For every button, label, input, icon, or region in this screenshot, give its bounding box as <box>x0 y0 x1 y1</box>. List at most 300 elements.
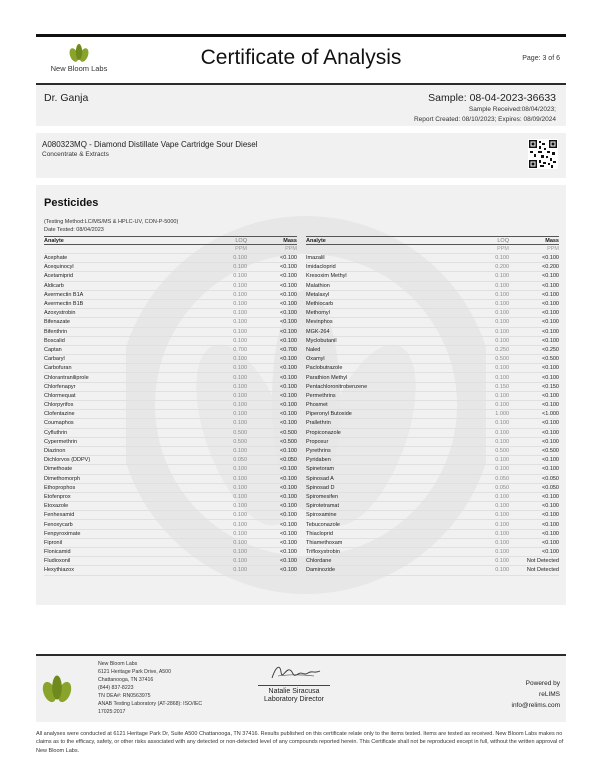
analyte-cell: Dimethomorph <box>44 475 81 482</box>
loq-cell: 0.100 <box>495 530 509 537</box>
table-row <box>44 548 297 557</box>
table-row <box>306 557 559 566</box>
loq-cell: 1.000 <box>495 411 509 418</box>
table-row <box>306 419 559 428</box>
loq-cell: 0.100 <box>233 392 247 399</box>
loq-cell: 0.100 <box>233 383 247 390</box>
signer-name: Natalie Siracusa <box>258 685 330 695</box>
table-row <box>306 530 559 539</box>
powered-by-label: Powered by <box>525 680 560 687</box>
table-row <box>44 364 297 373</box>
table-row <box>44 373 297 382</box>
table-row <box>306 337 559 346</box>
analyte-cell: Clofentazine <box>44 411 75 418</box>
analyte-cell: Cyfluthrin <box>44 429 68 436</box>
loq-cell: 0.100 <box>495 521 509 528</box>
mass-cell: <0.100 <box>280 539 297 546</box>
analyte-cell: Thiacloprid <box>306 530 333 537</box>
lab-info-line: 17025:2017 <box>98 709 126 715</box>
table-row <box>306 548 559 557</box>
analyte-cell: Daminozide <box>306 567 336 574</box>
table-row <box>44 401 297 410</box>
lab-info-line: (844) 837-8223 <box>98 685 134 691</box>
loq-cell: 0.100 <box>233 337 247 344</box>
leaf-logo-icon <box>40 674 74 704</box>
product-section <box>36 133 566 178</box>
table-header <box>44 236 297 245</box>
table-row <box>44 282 297 291</box>
analyte-cell: Carbaryl <box>44 356 65 363</box>
pesticides-table-left <box>44 236 297 576</box>
table-row <box>44 447 297 456</box>
product-category: Concentrate & Extracts <box>42 151 109 158</box>
loq-cell: 0.100 <box>495 558 509 565</box>
mass-cell: <0.100 <box>542 493 559 500</box>
table-row <box>44 511 297 520</box>
mass-cell: <0.100 <box>280 255 297 262</box>
table-row <box>306 502 559 511</box>
loq-cell: 0.100 <box>233 255 247 262</box>
table-row <box>306 263 559 272</box>
analyte-cell: Chlorpyrifos <box>44 402 74 409</box>
mass-cell: <0.100 <box>280 365 297 372</box>
loq-cell: 0.100 <box>233 310 247 317</box>
table-row <box>306 309 559 318</box>
analyte-cell: Paclobutrazole <box>306 365 343 372</box>
section-title: Pesticides <box>44 197 99 209</box>
loq-cell: 0.100 <box>495 438 509 445</box>
loq-cell: 0.100 <box>495 282 509 289</box>
lab-info-line: TN DEA#: RN0563975 <box>98 693 151 699</box>
analyte-cell: Fipronil <box>44 539 63 546</box>
analyte-cell: Permethrins <box>306 392 336 399</box>
testing-method: (Testing Method:LC/MS/MS & HPLC-UV, CON-P-5000) <box>44 219 179 225</box>
units-row <box>44 245 297 254</box>
mass-header: Mass <box>545 237 559 244</box>
analyte-cell: Oxamyl <box>306 356 325 363</box>
loq-cell: 0.100 <box>233 301 247 308</box>
analyte-cell: Pyridaben <box>306 457 331 464</box>
loq-cell: 0.150 <box>495 383 509 390</box>
analyte-cell: Spinosad A <box>306 475 334 482</box>
mass-cell: <0.100 <box>280 475 297 482</box>
analyte-cell: Methiocarb <box>306 301 334 308</box>
mass-cell: <0.500 <box>542 356 559 363</box>
table-row <box>44 346 297 355</box>
analyte-cell: Bifenthrin <box>44 328 68 335</box>
loq-cell: 0.250 <box>495 346 509 353</box>
loq-cell: 0.100 <box>495 567 509 574</box>
table-row <box>44 291 297 300</box>
loq-cell: 0.100 <box>495 493 509 500</box>
lab-info-line: Chattanooga, TN 37416 <box>98 677 154 683</box>
loq-cell: 0.100 <box>233 558 247 565</box>
mass-cell: <0.100 <box>280 420 297 427</box>
mass-cell: <0.100 <box>280 328 297 335</box>
mass-cell: <0.100 <box>280 319 297 326</box>
table-row <box>306 272 559 281</box>
analyte-cell: Spiroxamine <box>306 512 337 519</box>
loq-cell: 0.100 <box>233 448 247 455</box>
mass-cell: <0.100 <box>280 383 297 390</box>
table-row <box>306 447 559 456</box>
mass-cell: <0.050 <box>542 484 559 491</box>
analyte-cell: Naled <box>306 346 321 353</box>
table-row <box>44 530 297 539</box>
mass-cell: <0.100 <box>280 448 297 455</box>
analyte-cell: Dimethoate <box>44 466 73 473</box>
analyte-cell: Azoxystrobin <box>44 310 76 317</box>
page-number: Page: 3 of 6 <box>522 55 560 62</box>
mass-cell: <0.100 <box>542 521 559 528</box>
lab-info-line: New Bloom Labs <box>98 661 138 667</box>
analyte-cell: Fenoxycarb <box>44 521 73 528</box>
mass-cell: <0.250 <box>542 346 559 353</box>
loq-cell: 0.500 <box>495 448 509 455</box>
loq-cell: 0.100 <box>233 503 247 510</box>
loq-cell: 0.100 <box>495 539 509 546</box>
table-row <box>306 511 559 520</box>
loq-cell: 0.100 <box>495 429 509 436</box>
mass-cell: <0.050 <box>542 475 559 482</box>
table-row <box>44 438 297 447</box>
mass-cell: Not Detected <box>526 567 559 574</box>
analyte-cell: Methomyl <box>306 310 330 317</box>
mass-header: Mass <box>283 237 297 244</box>
date-tested: Date Tested: 08/04/2023 <box>44 227 104 233</box>
analyte-cell: MGK-264 <box>306 328 330 335</box>
loq-cell: 0.100 <box>495 420 509 427</box>
loq-cell: 0.100 <box>495 374 509 381</box>
loq-unit: PPM <box>497 246 509 252</box>
loq-cell: 0.100 <box>233 466 247 473</box>
mass-cell: <0.100 <box>542 310 559 317</box>
disclaimer: All analyses were conducted at 6121 Heritage Park Dr, Suite A500 Chattanooga, TN 37416. Results published on this certificate relate only to the items tested. Items are tested as received. New Bloom Labs makes no claims as to the efficacy, safety, or other risks associated with any detected or non-detected level of any compounds reported herein. This Certificate shall not be reproduced except in full, without the written approval of New Bloom Labs. <box>36 731 564 754</box>
loq-cell: 0.050 <box>233 457 247 464</box>
footer <box>36 656 566 722</box>
table-row <box>306 520 559 529</box>
mass-cell: <0.100 <box>280 273 297 280</box>
mass-cell: <0.100 <box>280 411 297 418</box>
mass-cell: <0.100 <box>280 402 297 409</box>
table-row <box>44 263 297 272</box>
table-row <box>306 401 559 410</box>
mass-cell: <0.100 <box>280 484 297 491</box>
analyte-cell: Fludioxonil <box>44 558 71 565</box>
loq-cell: 0.100 <box>495 328 509 335</box>
analyte-cell: Spinosad D <box>306 484 335 491</box>
table-row <box>306 484 559 493</box>
table-row <box>44 419 297 428</box>
table-row <box>306 539 559 548</box>
mass-cell: <0.100 <box>280 466 297 473</box>
mass-cell: <0.100 <box>542 402 559 409</box>
loq-cell: 0.100 <box>495 392 509 399</box>
mass-cell: <0.200 <box>542 264 559 271</box>
pesticides-panel <box>36 185 566 605</box>
analyte-cell: Spirotetramat <box>306 503 340 510</box>
analyte-cell: Parathion Methyl <box>306 374 348 381</box>
table-row <box>306 355 559 364</box>
table-row <box>44 475 297 484</box>
analyte-cell: Carbofuran <box>44 365 72 372</box>
product-name: A080323MQ - Diamond Distillate Vape Cartridge Sour Diesel <box>42 140 258 149</box>
rows-left <box>44 254 297 576</box>
loq-cell: 0.100 <box>233 512 247 519</box>
loq-cell: 0.100 <box>233 539 247 546</box>
table-row <box>306 456 559 465</box>
analyte-cell: Myclobutanil <box>306 337 337 344</box>
mass-cell: <0.100 <box>280 374 297 381</box>
table-row <box>44 309 297 318</box>
analyte-cell: Cypermethrin <box>44 438 78 445</box>
loq-cell: 0.100 <box>233 493 247 500</box>
mass-cell: <0.100 <box>542 365 559 372</box>
loq-cell: 0.100 <box>233 319 247 326</box>
mass-cell: <0.100 <box>280 512 297 519</box>
mass-cell: <0.100 <box>280 530 297 537</box>
mass-cell: <0.100 <box>280 493 297 500</box>
analyte-cell: Ethoprophos <box>44 484 76 491</box>
table-row <box>44 300 297 309</box>
table-row <box>44 254 297 263</box>
analyte-cell: Malathion <box>306 282 330 289</box>
table-row <box>44 502 297 511</box>
loq-cell: 0.100 <box>495 337 509 344</box>
loq-cell: 0.100 <box>495 301 509 308</box>
signature-icon <box>268 662 324 684</box>
analyte-cell: Trifloxystrobin <box>306 549 341 556</box>
mass-cell: <0.100 <box>542 392 559 399</box>
loq-cell: 0.100 <box>495 512 509 519</box>
mass-cell: <0.100 <box>542 301 559 308</box>
loq-cell: 0.100 <box>495 291 509 298</box>
lab-info-line: ANAB Testing Laboratory (AT-2868): ISO/IEC <box>98 701 203 707</box>
analyte-cell: Acephate <box>44 255 68 262</box>
table-row <box>306 475 559 484</box>
table-row <box>306 383 559 392</box>
analyte-cell: Fenhexamid <box>44 512 75 519</box>
analyte-cell: Acetamiprid <box>44 273 74 280</box>
table-row <box>306 364 559 373</box>
analyte-cell: Avermectin B1A <box>44 291 84 298</box>
analyte-cell: Piperonyl Butoxide <box>306 411 352 418</box>
analyte-cell: Etofenprox <box>44 493 71 500</box>
table-row <box>44 429 297 438</box>
mass-cell: <0.100 <box>542 429 559 436</box>
mass-cell: <0.100 <box>542 530 559 537</box>
table-row <box>306 392 559 401</box>
mass-unit: PPM <box>547 246 559 252</box>
analyte-cell: Chlorfenapyr <box>44 383 76 390</box>
mass-cell: <0.100 <box>542 457 559 464</box>
loq-cell: 0.500 <box>495 356 509 363</box>
mass-cell: <0.100 <box>280 337 297 344</box>
loq-cell: 0.100 <box>495 466 509 473</box>
loq-cell: 0.100 <box>495 549 509 556</box>
table-row <box>44 328 297 337</box>
table-row <box>44 557 297 566</box>
loq-cell: 0.050 <box>495 484 509 491</box>
powered-by <box>512 678 561 711</box>
analyte-cell: Chlordane <box>306 558 332 565</box>
table-row <box>44 383 297 392</box>
loq-cell: 0.200 <box>495 264 509 271</box>
analyte-cell: Mevinphos <box>306 319 333 326</box>
loq-cell: 0.100 <box>233 328 247 335</box>
loq-cell: 0.100 <box>233 549 247 556</box>
analyte-cell: Captan <box>44 346 62 353</box>
loq-cell: 0.500 <box>233 438 247 445</box>
loq-cell: 0.100 <box>233 374 247 381</box>
analyte-cell: Phosmet <box>306 402 328 409</box>
mass-cell: <0.100 <box>542 466 559 473</box>
report-dates: Report Created: 08/10/2023; Expires: 08/09/2024 <box>413 116 556 123</box>
pesticides-table-right <box>306 236 559 576</box>
mass-cell: <0.100 <box>280 549 297 556</box>
mass-cell: <0.700 <box>280 346 297 353</box>
table-row <box>44 566 297 575</box>
loq-cell: 0.100 <box>233 411 247 418</box>
lab-contact-info <box>98 660 202 716</box>
analyte-cell: Acequinocyl <box>44 264 74 271</box>
mass-cell: <0.100 <box>542 539 559 546</box>
loq-cell: 0.100 <box>233 530 247 537</box>
sample-received: Sample Received:08/04/2023; <box>468 106 556 113</box>
contact-email[interactable]: info@relims.com <box>511 702 560 709</box>
analyte-cell: Prallethrin <box>306 420 331 427</box>
loq-cell: 0.100 <box>233 521 247 528</box>
table-row <box>44 456 297 465</box>
table-row <box>306 410 559 419</box>
loq-cell: 0.100 <box>233 402 247 409</box>
document-title: Certificate of Analysis <box>200 46 402 69</box>
analyte-cell: Metalaxyl <box>306 291 330 298</box>
qr-code-icon[interactable] <box>528 139 558 169</box>
table-row <box>44 272 297 281</box>
analyte-cell: Avermectin B1B <box>44 301 84 308</box>
table-row <box>306 328 559 337</box>
mass-cell: <0.100 <box>542 438 559 445</box>
loq-cell: 0.100 <box>495 457 509 464</box>
analyte-cell: Dichlorvos (DDPV) <box>44 457 91 464</box>
mass-cell: <0.500 <box>280 429 297 436</box>
analyte-cell: Imidacloprid <box>306 264 336 271</box>
table-row <box>44 337 297 346</box>
document-header <box>36 37 566 83</box>
mass-unit: PPM <box>285 246 297 252</box>
table-row <box>44 465 297 474</box>
table-row <box>306 318 559 327</box>
mass-cell: <0.100 <box>280 291 297 298</box>
analyte-cell: Thiamethoxam <box>306 539 343 546</box>
table-row <box>306 438 559 447</box>
mass-cell: <0.100 <box>542 503 559 510</box>
analyte-cell: Etoxazole <box>44 503 69 510</box>
table-row <box>306 373 559 382</box>
mass-cell: <0.100 <box>280 558 297 565</box>
table-row <box>306 566 559 575</box>
mass-cell: <0.100 <box>280 503 297 510</box>
mass-cell: <0.100 <box>542 549 559 556</box>
analyte-cell: Flonicamid <box>44 549 71 556</box>
mass-cell: <0.100 <box>280 310 297 317</box>
mass-cell: <0.100 <box>280 521 297 528</box>
client-section <box>36 83 566 126</box>
table-row <box>306 465 559 474</box>
loq-cell: 0.100 <box>495 365 509 372</box>
analyte-cell: Fenpyroximate <box>44 530 81 537</box>
mass-cell: <1.000 <box>542 411 559 418</box>
mass-cell: <0.500 <box>280 438 297 445</box>
lims-name: reLIMS <box>539 691 560 698</box>
table-row <box>306 291 559 300</box>
loq-cell: 0.100 <box>495 255 509 262</box>
loq-cell: 0.100 <box>495 402 509 409</box>
loq-cell: 0.050 <box>495 475 509 482</box>
loq-cell: 0.700 <box>233 346 247 353</box>
table-row <box>306 346 559 355</box>
loq-cell: 0.100 <box>495 273 509 280</box>
client-name: Dr. Ganja <box>44 92 89 104</box>
analyte-cell: Spinetoram <box>306 466 335 473</box>
analyte-header: Analyte <box>44 237 64 244</box>
analyte-cell: Spiromesifen <box>306 493 339 500</box>
analyte-cell: Boscalid <box>44 337 65 344</box>
loq-cell: 0.100 <box>233 475 247 482</box>
loq-cell: 0.100 <box>233 273 247 280</box>
loq-header: LOQ <box>235 237 247 244</box>
mass-cell: <0.100 <box>542 512 559 519</box>
analyte-cell: Hexythiazox <box>44 567 74 574</box>
loq-cell: 0.100 <box>495 310 509 317</box>
table-row <box>44 410 297 419</box>
mass-cell: <0.100 <box>542 420 559 427</box>
analyte-cell: Chlorantraniliprole <box>44 374 89 381</box>
table-row <box>44 355 297 364</box>
loq-cell: 0.100 <box>233 420 247 427</box>
analyte-cell: Imazalil <box>306 255 325 262</box>
loq-unit: PPM <box>235 246 247 252</box>
table-row <box>306 300 559 309</box>
mass-cell: <0.100 <box>542 255 559 262</box>
analyte-cell: Tebuconazole <box>306 521 340 528</box>
table-row <box>44 484 297 493</box>
loq-cell: 0.100 <box>233 264 247 271</box>
analyte-cell: Chlormequat <box>44 392 76 399</box>
loq-cell: 0.100 <box>233 291 247 298</box>
loq-cell: 0.500 <box>233 429 247 436</box>
units-row <box>306 245 559 254</box>
mass-cell: <0.500 <box>542 448 559 455</box>
analyte-cell: Aldicarb <box>44 282 64 289</box>
mass-cell: <0.150 <box>542 383 559 390</box>
analyte-cell: Bifenazate <box>44 319 70 326</box>
mass-cell: <0.100 <box>280 356 297 363</box>
analyte-cell: Pyrethrins <box>306 448 331 455</box>
table-header <box>306 236 559 245</box>
mass-cell: <0.100 <box>542 374 559 381</box>
analyte-header: Analyte <box>306 237 326 244</box>
lab-info-line: 6121 Heritage Park Drive, A500 <box>98 669 171 675</box>
table-row <box>306 282 559 291</box>
analyte-cell: Coumaphos <box>44 420 74 427</box>
table-row <box>44 493 297 502</box>
analyte-cell: Propoxur <box>306 438 329 445</box>
table-row <box>306 429 559 438</box>
rows-right <box>306 254 559 576</box>
mass-cell: <0.100 <box>542 291 559 298</box>
